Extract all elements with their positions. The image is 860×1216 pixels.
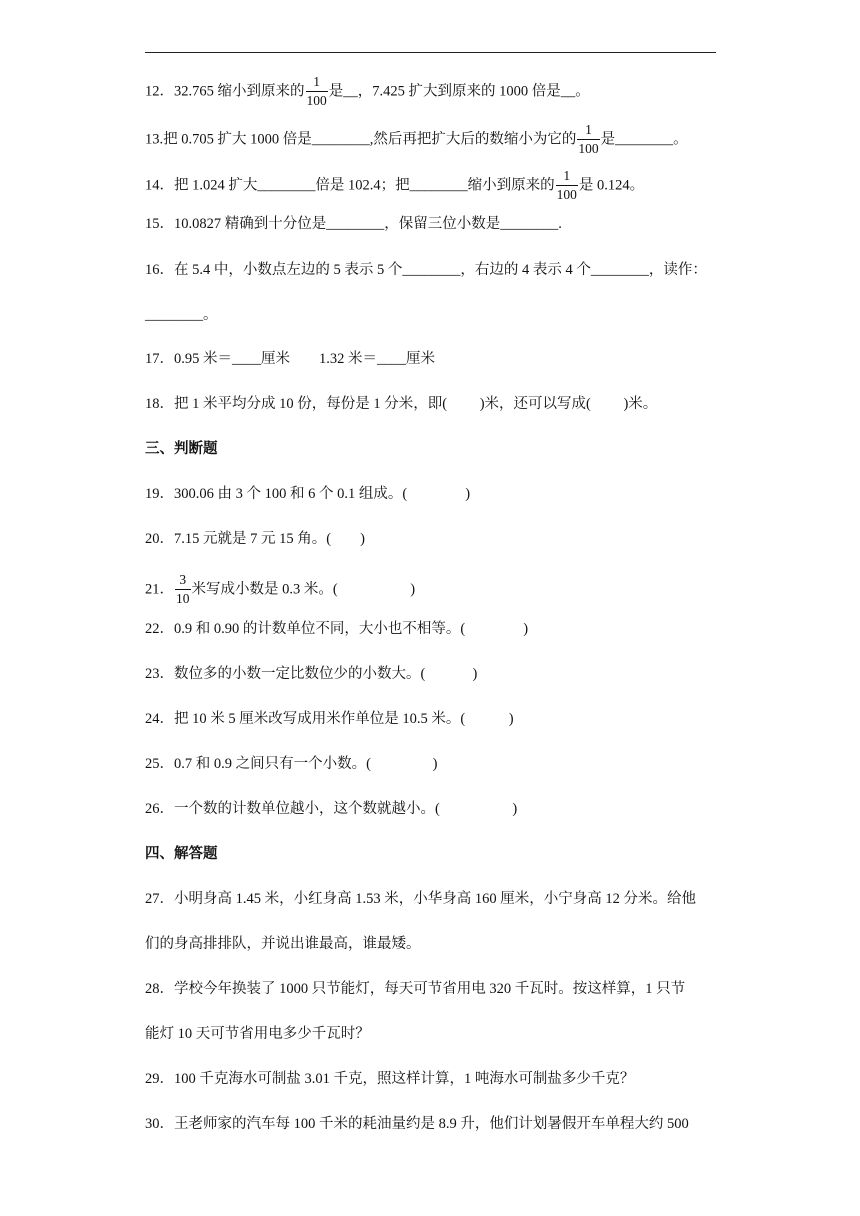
fraction: $\frac{1}{100}$ bbox=[578, 122, 599, 156]
question-17: 17．0.95 米＝____厘米 1.32 米＝____厘米 bbox=[145, 351, 435, 367]
question-27-line-1: 27．小明身高 1.45 米，小红身高 1.53 米，小华身高 160 厘米，小宁身高 12 分米。给他 bbox=[145, 891, 696, 907]
question-21-text-a: 21． bbox=[145, 581, 174, 598]
question-28-line-1: 28．学校今年换装了 1000 只节能灯，每天可节省用电 320 千瓦时。按这样算，1 只节 bbox=[145, 981, 686, 997]
question-21 bbox=[145, 574, 415, 606]
question-30-line-1: 30．王老师家的汽车每 100 千米的耗油量约是 8.9 升，他们计划暑假开车单程大约 500 bbox=[145, 1116, 689, 1132]
question-28-line-2: 能灯 10 天可节省用电多少千瓦时？ bbox=[145, 1026, 370, 1042]
fraction: $\frac{1}{100}$ bbox=[556, 168, 577, 202]
question-20: 20．7.15 元就是 7 元 15 角。( ) bbox=[145, 531, 365, 547]
question-24: 24．把 10 米 5 厘米改写成用米作单位是 10.5 米。( ) bbox=[145, 711, 514, 727]
question-19: 19．300.06 由 3 个 100 和 6 个 0.1 组成。( ) bbox=[145, 486, 471, 502]
question-25: 25．0.7 和 0.9 之间只有一个小数。( ) bbox=[145, 756, 438, 772]
question-18: 18．把 1 米平均分成 10 份，每份是 1 分米，即( )米，还可以写成( )米。 bbox=[145, 396, 658, 412]
question-13 bbox=[145, 124, 688, 156]
question-29: 29．100 千克海水可制盐 3.01 千克，照这样计算，1 吨海水可制盐多少千克？ bbox=[145, 1071, 635, 1087]
question-27-line-2: 们的身高排排队，并说出谁最高，谁最矮。 bbox=[145, 936, 421, 952]
section-heading-answers: 四、解答题 bbox=[145, 846, 218, 862]
question-12 bbox=[145, 76, 590, 108]
header-rule bbox=[145, 52, 716, 53]
question-12-text-a: 12．32.765 缩小到原来的 bbox=[145, 83, 305, 100]
question-13-text-b: 是________。 bbox=[600, 131, 688, 148]
question-14 bbox=[145, 170, 644, 202]
fraction: $\frac{3}{10}$ bbox=[176, 572, 190, 606]
question-15: 15．10.0827 精确到十分位是________，保留三位小数是________. bbox=[145, 216, 562, 232]
section-heading-judgment: 三、判断题 bbox=[145, 441, 218, 457]
question-26: 26．一个数的计数单位越小，这个数就越小。( ) bbox=[145, 801, 518, 817]
question-14-text-b: 是 0.124。 bbox=[578, 177, 645, 194]
question-22: 22．0.9 和 0.90 的计数单位不同，大小也不相等。( ) bbox=[145, 621, 529, 637]
question-12-text-b: 是__，7.425 扩大到原来的 1000 倍是__。 bbox=[328, 83, 590, 100]
question-14-text-a: 14．把 1.024 扩大________倍是 102.4；把________缩小到原来的 bbox=[145, 177, 555, 194]
question-21-text-b: 米写成小数是 0.3 米。( ) bbox=[191, 581, 416, 598]
question-16-line-2: ________。 bbox=[145, 307, 218, 323]
question-16-line-1: 16．在 5.4 中，小数点左边的 5 表示 5 个________，右边的 4 表示 4 个________，读作： bbox=[145, 262, 707, 278]
question-13-text-a: 13.把 0.705 扩大 1000 倍是________,然后再把扩大后的数缩小为它的 bbox=[145, 131, 577, 148]
fraction: $\frac{1}{100}$ bbox=[306, 74, 327, 108]
question-23: 23．数位多的小数一定比数位少的小数大。( ) bbox=[145, 666, 478, 682]
